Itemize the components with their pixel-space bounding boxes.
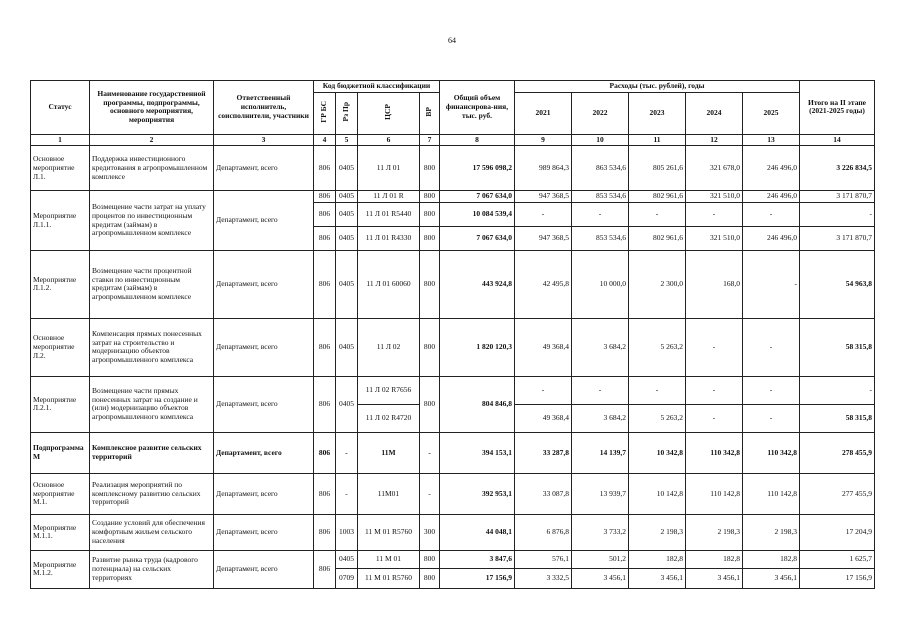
row-sum: 277 455,9: [800, 473, 875, 514]
row-csr: 11 Л 01 R4330: [358, 226, 420, 250]
row-year-value: 10 142,8: [629, 473, 686, 514]
row-csr: 11 Л 02 R4720: [358, 404, 420, 432]
row-responsible: Департамент, всего: [214, 473, 314, 514]
row-year-value: -: [686, 202, 743, 226]
row-year-value: 3 456,1: [743, 568, 800, 588]
column-number: 7: [420, 134, 440, 146]
row-sum: 3 171 870,7: [800, 191, 875, 203]
row-year-value: 246 496,0: [743, 146, 800, 191]
row-status: Мероприятие Л.2.1.: [31, 376, 90, 432]
row-csr: 11 Л 01 60060: [358, 250, 420, 318]
row-grbs: 806: [314, 318, 336, 376]
row-name: Поддержка инвестиционного кредитования в агропромышленном комплексе: [90, 146, 214, 191]
row-vr: 800: [420, 250, 440, 318]
row-responsible: Департамент, всего: [214, 550, 314, 588]
row-year-value: 10 000,0: [572, 250, 629, 318]
header-vr: ВР: [424, 107, 434, 117]
row-csr: 11М01: [358, 473, 420, 514]
row-total: 804 846,8: [440, 376, 515, 432]
row-grbs: 806: [314, 146, 336, 191]
row-name: Реализация мероприятий по комплексному развитию сельских территорий: [90, 473, 214, 514]
row-year-value: 49 368,4: [515, 404, 572, 432]
row-status: Мероприятие Л.1.2.: [31, 250, 90, 318]
row-year-value: -: [743, 250, 800, 318]
column-number: 2: [90, 134, 214, 146]
header-year: 2024: [686, 92, 743, 134]
page-number: 64: [448, 36, 456, 45]
row-grbs: 806: [314, 250, 336, 318]
row-vr: 800: [420, 376, 440, 432]
row-year-value: 2 198,3: [686, 514, 743, 550]
row-year-value: 110 142,8: [743, 473, 800, 514]
row-year-value: 863 534,6: [572, 146, 629, 191]
row-vr: 300: [420, 514, 440, 550]
row-year-value: 110 342,8: [743, 432, 800, 473]
header-year: 2022: [572, 92, 629, 134]
row-responsible: Департамент, всего: [214, 250, 314, 318]
row-csr: 11 Л 01 R5440: [358, 202, 420, 226]
row-year-value: 947 368,5: [515, 226, 572, 250]
column-number: 8: [440, 134, 515, 146]
row-year-value: 3 332,5: [515, 568, 572, 588]
row-csr: 11 М 01: [358, 550, 420, 568]
row-year-value: 49 368,4: [515, 318, 572, 376]
row-year-value: 168,0: [686, 250, 743, 318]
row-csr: 11 Л 01 R: [358, 191, 420, 203]
row-year-value: 6 876,8: [515, 514, 572, 550]
row-year-value: -: [629, 202, 686, 226]
row-sum: 58 315,8: [800, 318, 875, 376]
column-number: 13: [743, 134, 800, 146]
row-vr: 800: [420, 202, 440, 226]
table-row: [31, 432, 875, 473]
row-year-value: -: [572, 202, 629, 226]
table-row: [31, 514, 875, 550]
row-status: Основное мероприятие Л.2.: [31, 318, 90, 376]
row-rzpr: 0405: [336, 318, 358, 376]
row-status: Мероприятие М.1.1.: [31, 514, 90, 550]
table-row: [31, 146, 875, 191]
header-total: Общий объем финансирова-ния, тыс. руб.: [440, 81, 515, 135]
row-grbs: 806: [314, 432, 336, 473]
row-total: 3 847,6: [440, 550, 515, 568]
row-year-value: -: [629, 376, 686, 404]
header-responsible: Ответственный исполнитель, соисполнители, участники: [214, 81, 314, 135]
row-rzpr: 0405: [336, 146, 358, 191]
row-year-value: 2 300,0: [629, 250, 686, 318]
row-year-value: 3 684,2: [572, 404, 629, 432]
row-total: 17 596 098,2: [440, 146, 515, 191]
column-number: 4: [314, 134, 336, 146]
column-number: 6: [358, 134, 420, 146]
table-row: [31, 250, 875, 318]
row-responsible: Департамент, всего: [214, 376, 314, 432]
row-csr: 11М: [358, 432, 420, 473]
row-responsible: Департамент, всего: [214, 432, 314, 473]
row-csr: 11 М 01 R5760: [358, 514, 420, 550]
row-name: Возмещение части прямых понесенных затрат на создание и (или) модернизацию объектов агропромышленного комплекса: [90, 376, 214, 432]
row-vr: 800: [420, 568, 440, 588]
column-number: 9: [515, 134, 572, 146]
row-year-value: 182,8: [686, 550, 743, 568]
row-year-value: 110 142,8: [686, 473, 743, 514]
header-year: 2021: [515, 92, 572, 134]
budget-table: [30, 80, 875, 589]
row-sum: 58 315,8: [800, 404, 875, 432]
row-year-value: 2 198,3: [629, 514, 686, 550]
row-year-value: 3 456,1: [686, 568, 743, 588]
row-rzpr: 0405: [336, 226, 358, 250]
table-row: [31, 191, 875, 203]
row-year-value: 3 456,1: [629, 568, 686, 588]
row-year-value: 947 368,5: [515, 191, 572, 203]
row-csr: 11 Л 01: [358, 146, 420, 191]
row-year-value: 10 342,8: [629, 432, 686, 473]
row-year-value: 321 510,0: [686, 191, 743, 203]
row-vr: 800: [420, 550, 440, 568]
row-rzpr: 0405: [336, 550, 358, 568]
row-rzpr: 1003: [336, 514, 358, 550]
row-year-value: 3 684,2: [572, 318, 629, 376]
row-year-value: 501,2: [572, 550, 629, 568]
row-status: Мероприятие М.1.2.: [31, 550, 90, 588]
row-year-value: 182,8: [629, 550, 686, 568]
row-vr: 800: [420, 146, 440, 191]
row-year-value: 576,1: [515, 550, 572, 568]
column-number: 11: [629, 134, 686, 146]
row-grbs: 806: [314, 376, 336, 432]
row-name: Развитие рынка труда (кадрового потенциала) на сельских территориях: [90, 550, 214, 588]
row-rzpr: -: [336, 432, 358, 473]
row-status: Подпрограмма М: [31, 432, 90, 473]
header-expenses: Расходы (тыс. рублей), годы: [515, 81, 800, 93]
header-csr: ЦСР: [383, 103, 393, 120]
row-name: Комплексное развитие сельских территорий: [90, 432, 214, 473]
row-total: 44 048,1: [440, 514, 515, 550]
row-grbs: 806: [314, 226, 336, 250]
row-sum: 17 156,9: [800, 568, 875, 588]
row-year-value: 802 961,6: [629, 191, 686, 203]
row-year-value: 321 678,0: [686, 146, 743, 191]
row-sum: -: [800, 376, 875, 404]
row-total: 443 924,8: [440, 250, 515, 318]
row-rzpr: 0405: [336, 191, 358, 203]
row-rzpr: -: [336, 473, 358, 514]
row-total: 10 084 539,4: [440, 202, 515, 226]
header-stage-total: Итого на II этапе (2021-2025 годы): [800, 81, 875, 135]
row-sum: 17 204,9: [800, 514, 875, 550]
row-year-value: 14 139,7: [572, 432, 629, 473]
row-year-value: -: [743, 202, 800, 226]
row-year-value: 802 961,6: [629, 226, 686, 250]
row-sum: 3 226 834,5: [800, 146, 875, 191]
row-year-value: 805 261,6: [629, 146, 686, 191]
row-year-value: 182,8: [743, 550, 800, 568]
row-year-value: -: [686, 318, 743, 376]
row-vr: 800: [420, 318, 440, 376]
column-number: 14: [800, 134, 875, 146]
row-responsible: Департамент, всего: [214, 318, 314, 376]
row-status: Основное мероприятие Л.1.: [31, 146, 90, 191]
header-year: 2025: [743, 92, 800, 134]
row-rzpr: 0405: [336, 202, 358, 226]
row-responsible: Департамент, всего: [214, 146, 314, 191]
header-rzpr: Рз Пр: [341, 102, 351, 122]
row-year-value: -: [686, 404, 743, 432]
row-year-value: 33 287,8: [515, 432, 572, 473]
table-row: [31, 376, 875, 404]
header-status: Статус: [31, 81, 90, 135]
row-year-value: -: [743, 404, 800, 432]
row-csr: 11 М 01 R5760: [358, 568, 420, 588]
row-grbs: 806: [314, 202, 336, 226]
row-vr: 800: [420, 191, 440, 203]
column-number: 1: [31, 134, 90, 146]
row-rzpr: 0405: [336, 376, 358, 432]
row-year-value: -: [572, 376, 629, 404]
row-year-value: 246 496,0: [743, 226, 800, 250]
row-grbs: 806: [314, 550, 336, 588]
row-total: 7 067 634,0: [440, 226, 515, 250]
column-number: 5: [336, 134, 358, 146]
row-csr: 11 Л 02 R7656: [358, 376, 420, 404]
row-total: 17 156,9: [440, 568, 515, 588]
row-total: 392 953,1: [440, 473, 515, 514]
row-year-value: -: [515, 202, 572, 226]
table-row: [31, 550, 875, 568]
row-year-value: 3 733,2: [572, 514, 629, 550]
row-year-value: 321 510,0: [686, 226, 743, 250]
row-csr: 11 Л 02: [358, 318, 420, 376]
row-grbs: 806: [314, 473, 336, 514]
row-grbs: 806: [314, 514, 336, 550]
row-year-value: 13 939,7: [572, 473, 629, 514]
column-number: 10: [572, 134, 629, 146]
row-year-value: 2 198,3: [743, 514, 800, 550]
header-year: 2023: [629, 92, 686, 134]
row-year-value: 5 263,2: [629, 404, 686, 432]
row-year-value: 3 456,1: [572, 568, 629, 588]
row-sum: 1 625,7: [800, 550, 875, 568]
row-rzpr: 0405: [336, 250, 358, 318]
header-name: Наименование государственной программы, подпрограммы, основного мероприятия, мероприятия: [90, 81, 214, 135]
row-year-value: 42 495,8: [515, 250, 572, 318]
row-name: Возмещение части затрат на уплату процентов по инвестиционным кредитам (займам) в агропромышленном комплексе: [90, 191, 214, 251]
row-year-value: 110 342,8: [686, 432, 743, 473]
header-grbs: ГР БС: [319, 101, 329, 123]
row-year-value: 989 864,3: [515, 146, 572, 191]
row-year-value: 853 534,6: [572, 226, 629, 250]
row-responsible: Департамент, всего: [214, 191, 314, 251]
row-grbs: 806: [314, 191, 336, 203]
column-number: 12: [686, 134, 743, 146]
row-year-value: -: [515, 376, 572, 404]
row-year-value: 33 087,8: [515, 473, 572, 514]
row-year-value: 5 263,2: [629, 318, 686, 376]
row-vr: -: [420, 432, 440, 473]
header-budget-code: Код бюджетной классификации: [314, 81, 440, 93]
row-year-value: -: [743, 376, 800, 404]
row-vr: 800: [420, 226, 440, 250]
table-row: [31, 473, 875, 514]
row-name: Создание условий для обеспечения комфортным жильем сельского населения: [90, 514, 214, 550]
row-year-value: -: [686, 376, 743, 404]
row-sum: 54 963,8: [800, 250, 875, 318]
row-vr: -: [420, 473, 440, 514]
row-name: Компенсация прямых понесенных затрат на строительство и модернизацию объектов агропромышленного комплекса: [90, 318, 214, 376]
row-status: Мероприятие Л.1.1.: [31, 191, 90, 251]
row-sum: 3 171 870,7: [800, 226, 875, 250]
row-total: 394 153,1: [440, 432, 515, 473]
table-row: [31, 318, 875, 376]
row-sum: -: [800, 202, 875, 226]
row-status: Основное мероприятие М.1.: [31, 473, 90, 514]
row-rzpr: 0709: [336, 568, 358, 588]
row-year-value: 246 496,0: [743, 191, 800, 203]
row-responsible: Департамент, всего: [214, 514, 314, 550]
row-sum: 278 455,9: [800, 432, 875, 473]
row-year-value: -: [743, 318, 800, 376]
row-name: Возмещение части процентной ставки по инвестиционным кредитам (займам) в агропромышленном комплексе: [90, 250, 214, 318]
row-total: 1 820 120,3: [440, 318, 515, 376]
column-number: 3: [214, 134, 314, 146]
row-total: 7 067 634,0: [440, 191, 515, 203]
row-year-value: 853 534,6: [572, 191, 629, 203]
